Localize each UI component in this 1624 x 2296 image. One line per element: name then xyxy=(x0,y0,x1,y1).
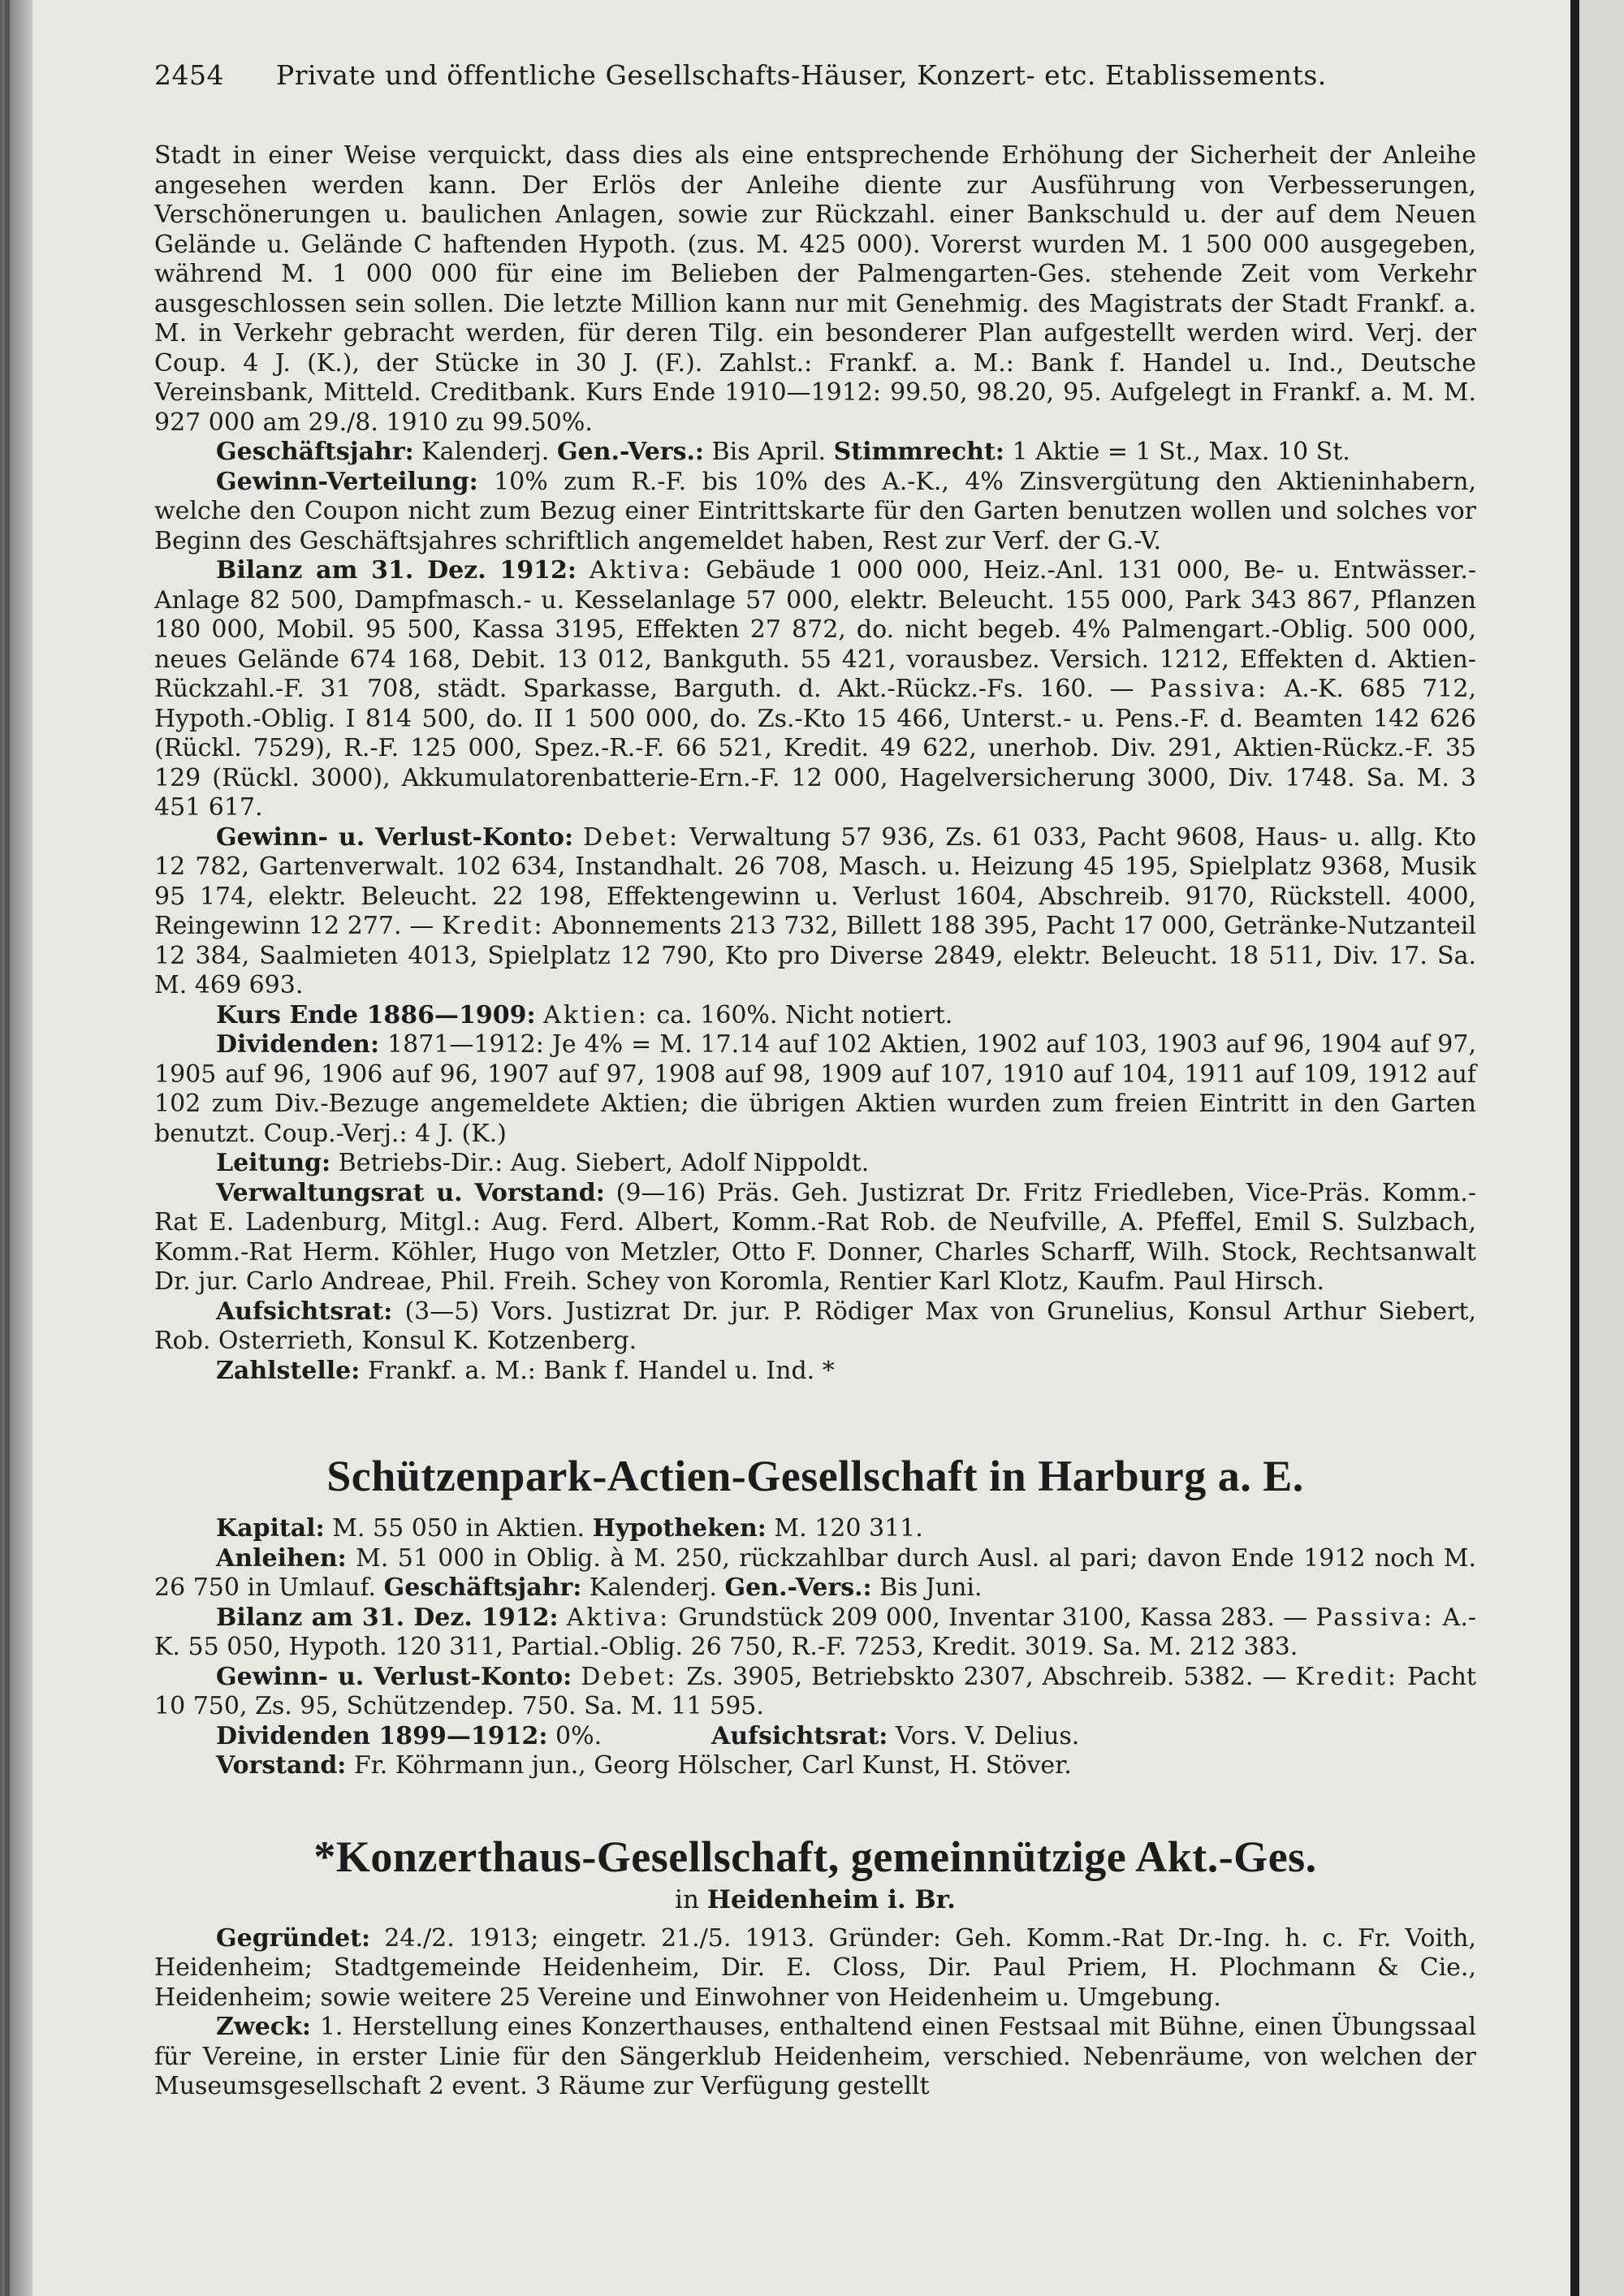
geschaeftsjahr-paragraph: Geschäftsjahr: Kalenderj. Gen.-Vers.: Bis April. Stimmrecht: 1 Aktie = 1 St., Max. 10 St. xyxy=(216,438,1350,466)
zahlstelle-label: Zahlstelle: xyxy=(216,1356,361,1385)
anleihen-label: Anleihen: xyxy=(216,1543,347,1573)
aufsichtsrat-paragraph: Aufsichtsrat: (3—5) Vors. Justizrat Dr. jur. P. Rödiger Max von Grunelius, Konsul Arthur Siebert, Rob. Osterrieth, Konsul K. Kotzenberg. xyxy=(154,1297,1476,1355)
vorstand-label: Vorstand: xyxy=(216,1751,347,1780)
kurs-label: Kurs Ende 1886—1909: xyxy=(216,1000,536,1029)
dividenden-label: Dividenden: xyxy=(216,1030,380,1059)
page-right-edge xyxy=(1570,0,1624,2296)
dividenden-aufsichtsrat-row xyxy=(154,1722,1476,1752)
leitung-label: Leitung: xyxy=(216,1149,331,1177)
anleihe-paragraph: Stadt in einer Weise verquickt, dass dies als eine entsprechende Erhöhung der Sicherheit der Anleihe angesehen werden kann. Der Erlös der Anleihe diente zur Ausführung von Verbesserungen, Verschönerungen u. baulichen Anlagen, sowie zur Rückzahl. einer Bankschuld u. der auf dem Neuen Gelände u. Gelände C haftenden Hypoth. (zus. M. 425 000). Vorerst wurden M. 1 500 000 ausgegeben, während M. 1 000 000 für eine im Belieben der Palmengarten-Ges. stehende Zeit vom Verkehr ausgeschlossen sein sollen. Die letzte Million kann nur mit Genehmig. des Magistrats der Stadt Frankf. a. M. in Verkehr gebracht werden, für deren Tilg. ein besonderer Plan aufgestellt werden wird. Verj. der Coup. 4 J. (K.), der Stücke in 30 J. (F.). Zahlst.: Frankf. a. M.: Bank f. Handel u. Ind., Deutsche Vereinsbank, Mitteld. Creditbank. Kurs Ende 1910—1912: 99.50, 98.20, 95. Aufgelegt in Frankf. a. M. M. 927 000 am 29./8. 1910 zu 99.50%. xyxy=(154,141,1476,437)
gegruendet-label: Gegründet: xyxy=(216,1923,371,1953)
geschaeftsjahr-label: Geschäftsjahr: xyxy=(216,438,414,466)
gewinn-verteilung-label: Gewinn-Verteilung: xyxy=(216,467,478,496)
gen-vers-label: Gen.-Vers.: xyxy=(556,438,704,466)
zweck-label: Zweck: xyxy=(216,2013,311,2041)
gewinn-verlust-paragraph: Gewinn- u. Verlust-Konto: Debet: Verwaltung 57 936, Zs. 61 033, Pacht 9608, Haus- u. allg. Kto 12 782, Gartenverwalt. 102 634, Instandhalt. 26 708, Masch. u. Heizung 45 195, Spielplatz 9368, Musik 95 174, elektr. Beleucht. 22 198, Effektengewinn u. Verlust 1604, Abschreib. 9170, Rückstell. 4000, Reingewinn 12 277. — Kredit: Abonnements 213 732, Billett 188 395, Pacht 17 000, Getränke-Nutzanteil 12 384, Saalmieten 4013, Spielplatz 12 790, Kto pro Diverse 2849, elektr. Beleucht. 18 511, Div. 17. Sa. M. 469 693. xyxy=(154,822,1477,999)
bilanz-paragraph: Bilanz am 31. Dez. 1912: Aktiva: Gebäude 1 000 000, Heiz.-Anl. 131 000, Be- u. Entwässer.-Anlage 82 500, Dampfmasch.- u. Kesselanlage 57 000, elektr. Beleucht. 155 000, Park 343 867, Pflanzen 180 000, Mobil. 95 500, Kassa 3195, Effekten 27 872, do. nicht begeb. 4% Palmengart.-Oblig. 500 000, neues Gelände 674 168, Debit. 13 012, Bankguth. 55 421, vorausbez. Versich. 1212, Effekten d. Aktien-Rückzahl.-F. 31 708, städt. Sparkasse, Barguth. d. Akt.-Rückz.-Fs. 160. — Passiva: A.-K. 685 712, Hypoth.-Oblig. I 814 500, do. II 1 500 000, do. Zs.-Kto 15 466, Unterst.- u. Pens.-F. d. Beamten 142 626 (Rückl. 7529), R.-F. 125 000, Spez.-R.-F. 66 521, Kredit. 49 622, unerhob. Div. 291, Aktien-Rückz.-F. 35 129 (Rückl. 3000), Akkumulatorenbatterie-Ern.-F. 12 000, Hagelversicherung 3000, Div. 1748. Sa. M. 3 451 617. xyxy=(154,556,1476,822)
hypotheken-label: Hypotheken: xyxy=(592,1514,767,1543)
kurs-paragraph: Kurs Ende 1886—1909: Aktien: ca. 160%. Nicht notiert. xyxy=(216,1000,953,1029)
dividenden-label: Dividenden 1899—1912: xyxy=(216,1721,548,1750)
verwaltungsrat-paragraph: Verwaltungsrat u. Vorstand: (9—16) Präs. Geh. Justizrat Dr. Fritz Friedleben, Vice-Präs. Komm.-Rat E. Ladenburg, Mitgl.: Aug. Ferd. Albert, Komm.-Rat Rob. de Neufville, A. Pfeffel, Emil S. Sulzbach, Komm.-Rat Herm. Köhler, Hugo von Metzler, Otto F. Donner, Charles Scharff, Wilh. Stock, Rechtsanwalt Dr. jur. Carlo Andreae, Phil. Freih. Schey von Koromla, Rentier Karl Klotz, Kaufm. Paul Hirsch. xyxy=(154,1178,1476,1296)
gewinn-verlust-label: Gewinn- u. Verlust-Konto: xyxy=(216,1662,572,1691)
kapital-label: Kapital: xyxy=(216,1514,325,1543)
schuetzenpark-heading: Schützenpark-Actien-Gesellschaft in Harburg a. E. xyxy=(326,1452,1304,1500)
bilanz-label: Bilanz am 31. Dez. 1912: xyxy=(216,1603,559,1632)
bilanz-label: Bilanz am 31. Dez. 1912: xyxy=(216,556,577,585)
kapital-paragraph: Kapital: M. 55 050 in Aktien. Hypotheken: M. 120 311. xyxy=(216,1514,923,1543)
page-content xyxy=(154,58,1476,2102)
verwaltungsrat-label: Verwaltungsrat u. Vorstand: xyxy=(216,1178,605,1207)
zweck-paragraph: Zweck: 1. Herstellung eines Konzerthauses, enthaltend einen Festsaal mit Bühne, einen Übungssaal für Vereine, in erster Linie für den Sängerklub Heidenheim, verschied. Nebenräume, von welchen der Museumsgesellschaft 2 event. 3 Räume zur Verfügung gestellt xyxy=(154,2013,1476,2100)
gewinn-verlust-paragraph: Gewinn- u. Verlust-Konto: Debet: Zs. 3905, Betriebskto 2307, Abschreib. 5382. — Kredit: Pacht 10 750, Zs. 95, Schützendep. 750. Sa. M. 11 595. xyxy=(154,1662,1476,1720)
konzerthaus-location: in Heidenheim i. Br. xyxy=(675,1884,956,1914)
gegruendet-paragraph: Gegründet: 24./2. 1913; eingetr. 21./5. 1913. Gründer: Geh. Komm.-Rat Dr.-Ing. h. c. Fr. Voith, Heidenheim; Stadtgemeinde Heidenheim, Dir. E. Closs, Dir. Paul Priem, H. Plochmann & Cie., Heidenheim; sowie weitere 25 Vereine und Einwohner von Heidenheim u. Umgebung. xyxy=(154,1923,1476,2012)
location-name: Heidenheim i. Br. xyxy=(706,1884,956,1914)
page-number: 2454 xyxy=(154,59,224,91)
zahlstelle-paragraph: Zahlstelle: Frankf. a. M.: Bank f. Handel u. Ind. * xyxy=(216,1356,835,1385)
geschaeftsjahr-label: Geschäftsjahr: xyxy=(383,1573,582,1602)
gewinn-verlust-label: Gewinn- u. Verlust-Konto: xyxy=(216,822,574,852)
dividenden-paragraph: Dividenden: 1871—1912: Je 4% = M. 17.14 auf 102 Aktien, 1902 auf 103, 1903 auf 96, 1904 auf 97, 1905 auf 96, 1906 auf 96, 1907 auf 97, 1908 auf 98, 1909 auf 107, 1910 auf 104, 1911 auf 109, 1912 auf 102 zum Div.-Bezuge angemeldete Aktien; die übrigen Aktien wurden zum freien Eintritt in den Garten benutzt. Coup.-Verj.: 4 J. (K.) xyxy=(154,1030,1476,1148)
book-binding-edge xyxy=(0,0,32,2296)
running-header xyxy=(154,58,1476,93)
running-title: Private und öffentliche Gesellschafts-Häuser, Konzert- etc. Etablissements. xyxy=(276,59,1327,91)
gewinn-verteilung-paragraph: Gewinn-Verteilung: 10% zum R.-F. bis 10% des A.-K., 4% Zinsvergütung den Aktieninhabern, welche den Coupon nicht zum Bezug einer Eintrittskarte für den Garten benutzen wollen und solches vor Beginn des Geschäftsjahres schriftlich angemeldet haben, Rest zur Verf. der G.-V. xyxy=(154,467,1476,555)
leitung-paragraph: Leitung: Betriebs-Dir.: Aug. Siebert, Adolf Nippoldt. xyxy=(216,1149,870,1177)
vorstand-paragraph: Vorstand: Fr. Köhrmann jun., Georg Hölscher, Carl Kunst, H. Stöver. xyxy=(216,1751,1072,1780)
aufsichtsrat-label: Aufsichtsrat: xyxy=(216,1297,393,1326)
stimmrecht-label: Stimmrecht: xyxy=(833,438,1004,466)
anleihen-paragraph: Anleihen: M. 51 000 in Oblig. à M. 250, rückzahlbar durch Ausl. al pari; davon Ende 1912 noch M. 26 750 in Umlauf. Geschäftsjahr: Kalenderj. Gen.-Vers.: Bis Juni. xyxy=(154,1543,1476,1602)
aufsichtsrat-label: Aufsichtsrat: xyxy=(711,1721,888,1750)
aufsichtsrat-paragraph: Aufsichtsrat: Vors. V. Delius. xyxy=(711,1721,1080,1750)
bilanz-paragraph: Bilanz am 31. Dez. 1912: Aktiva: Grundstück 209 000, Inventar 3100, Kassa 283. — Passiva: A.-K. 55 050, Hypoth. 120 311, Partial.-Oblig. 26 750, R.-F. 7253, Kredit. 3019. Sa. M. 212 383. xyxy=(154,1603,1476,1661)
dividenden-paragraph: Dividenden 1899—1912: 0%. xyxy=(216,1721,603,1750)
gen-vers-label: Gen.-Vers.: xyxy=(724,1573,872,1602)
konzerthaus-heading: *Konzerthaus-Gesellschaft, gemeinnützige Akt.-Ges. xyxy=(313,1832,1317,1881)
